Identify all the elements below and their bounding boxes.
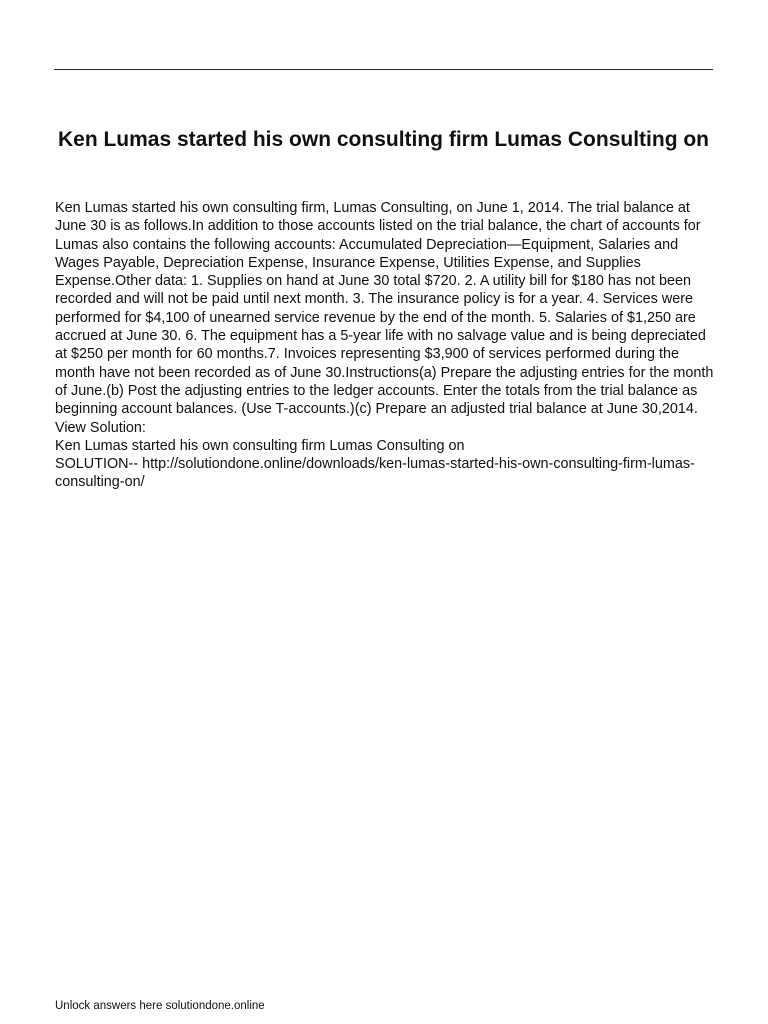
solution-link[interactable]: http://solutiondone.online/downloads/ken-lumas-started-his-own-consulting-firm-lumas-consulting-on/	[55, 456, 695, 491]
solution-title: Ken Lumas started his own consulting firm Lumas Consulting on	[55, 437, 465, 454]
problem-text: Ken Lumas started his own consulting firm, Lumas Consulting, on June 1, 2014. The trial balance at June 30 is as follows.In addition to those accounts listed on the trial balance, the chart of accounts for Lumas also contains the following accounts: Accumulated Depreciation—Equipment, Salaries and Wages Payable, Depreciation Expense, Insurance Expense, Utilities Expense, and Supplies Expense.Other data: 1. Supplies on hand at June 30 total $720. 2. A utility bill for $180 has not been recorded and will not be paid until next month. 3. The insurance policy is for a year. 4. Services were performed for $4,100 of unearned service revenue by the end of the month. 5. Salaries of $1,250 are accrued at June 30. 6. The equipment has a 5-year life with no salvage value and is being depreciated at $250 per month for 60 months.7. Invoices representing $3,900 of services performed during the month have not been recorded as of June 30.Instructions(a) Prepare the adjusting entries for the month of June.(b) Post the adjusting entries to the ledger accounts. Enter the totals from the trial balance as beginning account balances. (Use T-accounts.)(c) Prepare an adjusted trial balance at June 30,2014.	[55, 200, 714, 418]
view-solution-label: View Solution:	[55, 419, 146, 436]
page-title: Ken Lumas started his own consulting firm Lumas Consulting on	[57, 128, 710, 151]
top-divider	[54, 69, 713, 70]
document-body	[55, 199, 720, 492]
solution-line	[55, 455, 720, 492]
solution-prefix: SOLUTION--	[55, 456, 139, 473]
footer-note: Unlock answers here solutiondone.online	[55, 1000, 265, 1012]
